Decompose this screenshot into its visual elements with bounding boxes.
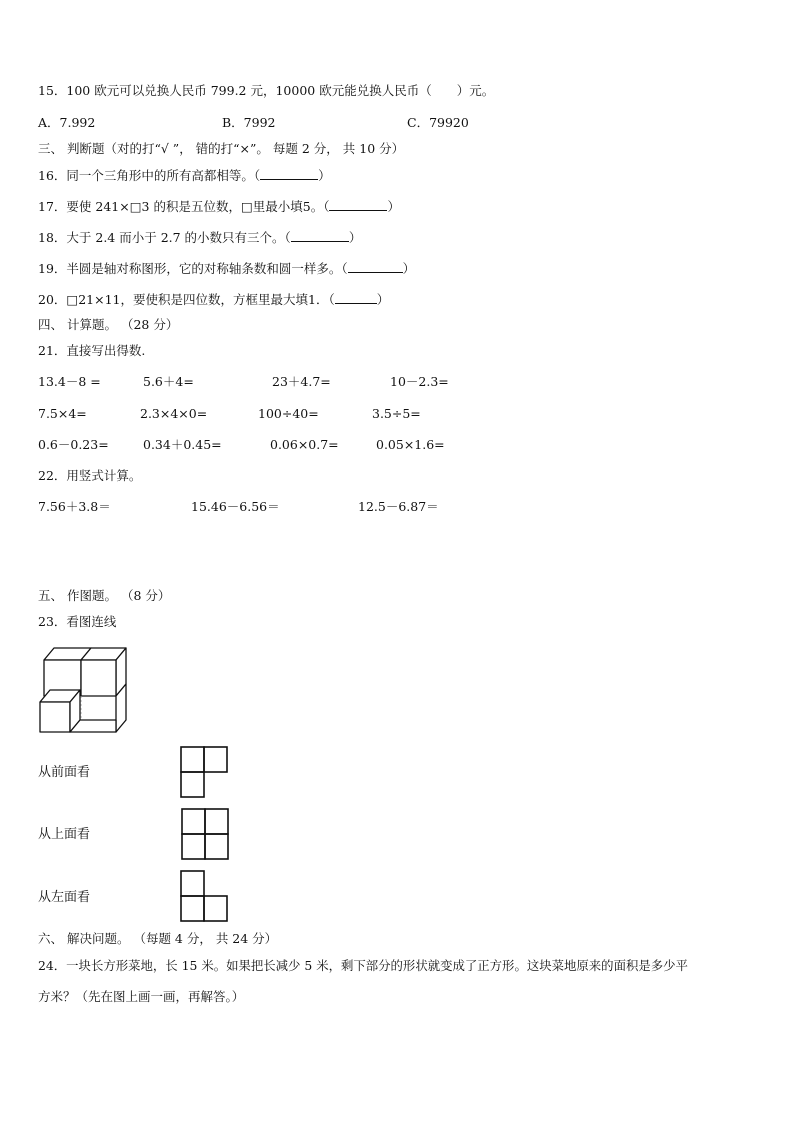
question-17 [38,198,400,215]
question-15-stem: 15．100 欧元可以兑换人民币 799.2 元，10000 欧元能兑换人民币（ ）元。 [38,83,495,98]
question-16-text: 16．同一个三角形中的所有高都相等。（ [38,168,261,183]
section-3-title: 三、 判断题（对的打“√ ”， 错的打“×”。 每题 2 分， 共 10 分） [38,141,405,156]
vertical-calc-item: 12.5－6.87＝ [358,499,439,514]
question-19-close: ） [402,261,416,276]
question-17-close: ） [387,199,400,214]
calc-item: 23＋4.7= [272,374,331,389]
question-17-text: 17．要使 241×□3 的积是五位数，□里最小填5。（ [38,199,330,214]
calc-item: 0.06×0.7= [270,437,339,452]
section-4-title: 四、 计算题。 （28 分） [38,317,179,332]
top-view-figure[interactable] [181,808,231,862]
section-6-title: 六、 解决问题。 （每题 4 分， 共 24 分） [38,931,278,946]
question-20-close: ） [376,292,390,307]
left-view-figure[interactable] [180,870,230,924]
calc-item: 0.05×1.6= [376,437,445,452]
option-a: A．7.992 [38,115,96,130]
answer-blank[interactable] [348,260,403,273]
calc-item: 3.5÷5= [372,406,421,421]
question-23-stem: 23．看图连线 [38,614,117,629]
front-view-figure[interactable] [180,746,230,800]
question-22-stem: 22．用竖式计算。 [38,468,142,483]
question-20-text: 20．□21×11，要使积是四位数，方框里最大填1．（ [38,292,335,307]
calc-item: 7.5×4= [38,406,87,421]
option-b: B．7992 [222,115,276,130]
question-16 [38,167,331,184]
question-21-stem: 21．直接写出得数. [38,343,146,358]
question-19 [38,260,415,277]
view-label-left: 从左面看 [38,890,91,905]
section-5-title: 五、 作图题。 （8 分） [38,588,171,603]
view-label-top: 从上面看 [38,827,91,842]
vertical-calc-item: 15.46－6.56＝ [191,499,280,514]
answer-blank[interactable] [329,198,387,211]
calc-item: 2.3×4×0= [140,406,208,421]
question-16-close: ） [318,168,331,183]
question-20 [38,291,389,308]
calc-item: 5.6＋4= [143,374,194,389]
question-18-close: ） [348,230,362,245]
calc-item: 100÷40= [258,406,319,421]
question-19-text: 19．半圆是轴对称图形，它的对称轴条数和圆一样多。（ [38,261,348,276]
answer-blank[interactable] [260,167,318,180]
calc-item: 13.4－8 = [38,374,101,389]
question-18-text: 18．大于 2.4 而小于 2.7 的小数只有三个。（ [38,230,291,245]
cube-stack-figure [38,640,138,738]
question-24-line-2: 方米？（先在图上画一画，再解答。） [38,989,245,1004]
answer-blank[interactable] [291,229,349,242]
calc-item: 0.6－0.23= [38,437,109,452]
question-18 [38,229,361,246]
calc-item: 0.34＋0.45= [143,437,222,452]
option-c: C．79920 [407,115,469,130]
calc-item: 10－2.3= [390,374,449,389]
answer-blank[interactable] [335,291,377,304]
vertical-calc-item: 7.56＋3.8＝ [38,499,111,514]
view-label-front: 从前面看 [38,765,91,780]
question-24-line-1: 24．一块长方形菜地，长 15 米。如果把长减少 5 米，剩下部分的形状就变成了正方形。这块菜地原来的面积是多少平 [38,958,688,973]
